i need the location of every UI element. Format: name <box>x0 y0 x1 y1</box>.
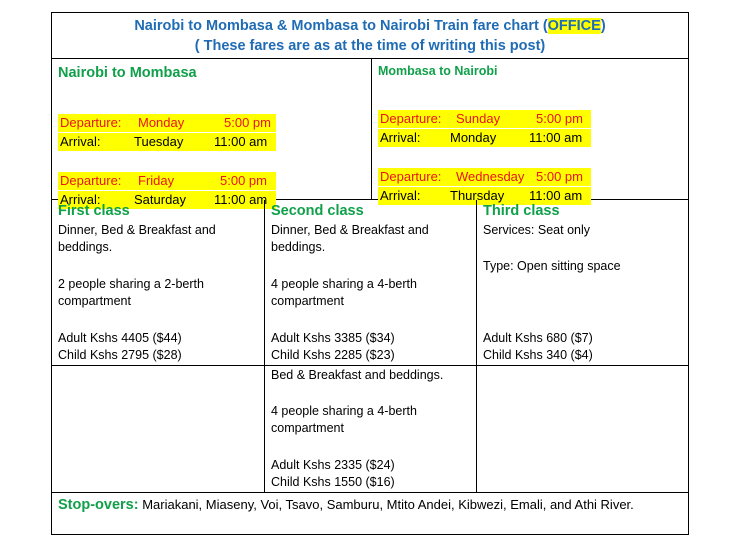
child-fare: Child Kshs 2285 ($23) <box>271 348 395 362</box>
mombasa-to-nairobi-schedule <box>372 59 688 203</box>
empty-cell <box>477 366 688 493</box>
empty-cell <box>52 366 265 493</box>
child-fare: Child Kshs 2795 ($28) <box>58 348 182 362</box>
third-class-type: Type: Open sitting space <box>483 259 621 273</box>
departure-row: Departure: Sunday 5:00 pm <box>378 110 591 128</box>
first-class-cell <box>52 200 265 366</box>
departure-row: Departure: Monday 5:00 pm <box>58 114 276 132</box>
stopovers-list: Mariakani, Miaseny, Voi, Tsavo, Samburu, Mtito Andei, Kibwezi, Emali, and Athi River. <box>142 497 634 512</box>
second-class-alt-cell <box>265 366 477 493</box>
first-class-fares <box>58 330 182 364</box>
adult-fare: Adult Kshs 4405 ($44) <box>58 331 182 345</box>
third-class-services: Services: Seat only <box>483 223 590 237</box>
arrival-row: Arrival: Saturday 11:00 am <box>58 191 276 209</box>
arrival-row: Arrival: Tuesday 11:00 am <box>58 133 276 151</box>
alt-services: Bed & Breakfast and beddings. <box>271 368 444 382</box>
chart-title <box>52 13 688 59</box>
office-highlight: OFFICE <box>547 18 601 34</box>
child-fare: Child Kshs 340 ($4) <box>483 348 593 362</box>
arrival-row: Arrival: Monday 11:00 am <box>378 129 591 147</box>
adult-fare: Adult Kshs 2335 ($24) <box>271 458 395 472</box>
adult-fare: Adult Kshs 680 ($7) <box>483 331 593 345</box>
second-class-cell <box>265 200 477 366</box>
adult-fare: Adult Kshs 3385 ($34) <box>271 331 395 345</box>
stopovers <box>58 495 678 515</box>
alt-sharing: 4 people sharing a 4-berth compartment <box>271 404 417 435</box>
arrival-row: Arrival: Thursday 11:00 am <box>378 187 591 205</box>
departure-row: Departure: Friday 5:00 pm <box>58 172 276 190</box>
second-class-services: Dinner, Bed & Breakfast and beddings. <box>271 223 429 254</box>
child-fare: Child Kshs 1550 ($16) <box>271 475 395 489</box>
fare-chart <box>51 12 689 535</box>
alt-fares <box>271 457 395 491</box>
first-class-heading: First class <box>58 203 130 219</box>
first-class-services: Dinner, Bed & Breakfast and beddings. <box>58 223 216 254</box>
second-class-fares <box>271 330 395 364</box>
third-class-heading: Third class <box>483 203 560 219</box>
nairobi-to-mombasa-heading: Nairobi to Mombasa <box>58 65 197 81</box>
stopovers-label: Stop-overs: <box>58 497 139 513</box>
second-class-sharing: 4 people sharing a 4-berth compartment <box>271 277 417 308</box>
title-line-1: Nairobi to Mombasa & Mombasa to Nairobi Train fare chart (OFFICE) <box>134 18 606 34</box>
nairobi-to-mombasa-schedule <box>52 59 372 207</box>
first-class-sharing: 2 people sharing a 2-berth compartment <box>58 277 204 308</box>
second-class-heading: Second class <box>271 203 364 219</box>
third-class-cell <box>477 200 688 366</box>
third-class-fares <box>483 330 593 364</box>
title-line-2: ( These fares are as at the time of writing this post) <box>194 38 546 54</box>
mombasa-to-nairobi-heading: Mombasa to Nairobi <box>378 64 498 78</box>
departure-row: Departure: Wednesday 5:00 pm <box>378 168 591 186</box>
